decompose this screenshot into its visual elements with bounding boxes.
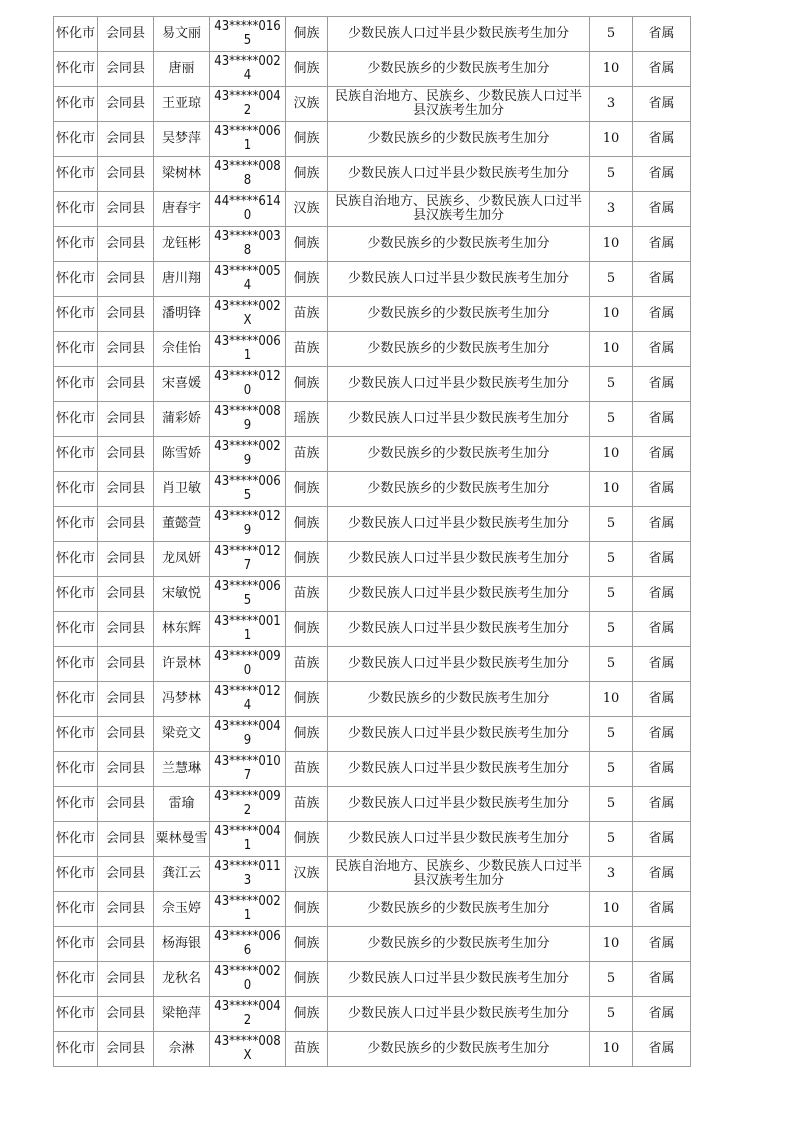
table-row — [54, 17, 691, 52]
city-cell: 怀化市 — [54, 1032, 98, 1067]
level-cell: 省属 — [633, 122, 691, 157]
bonus-basis-cell: 少数民族人口过半县少数民族考生加分 — [328, 507, 590, 542]
level-cell: 省属 — [633, 472, 691, 507]
bonus-points-cell: 10 — [590, 1032, 633, 1067]
bonus-points-cell: 10 — [590, 52, 633, 87]
level-cell: 省属 — [633, 1032, 691, 1067]
bonus-points-cell: 10 — [590, 472, 633, 507]
county-cell: 会同县 — [98, 577, 154, 612]
bonus-points-cell: 5 — [590, 367, 633, 402]
table-row — [54, 892, 691, 927]
id-number-cell: 43*****0089 — [210, 402, 286, 437]
id-number-cell: 43*****0107 — [210, 752, 286, 787]
county-cell: 会同县 — [98, 437, 154, 472]
name-cell: 龚江云 — [154, 857, 210, 892]
bonus-basis-cell: 少数民族人口过半县少数民族考生加分 — [328, 717, 590, 752]
ethnicity-cell: 侗族 — [286, 17, 328, 52]
city-cell: 怀化市 — [54, 262, 98, 297]
name-cell: 宋喜媛 — [154, 367, 210, 402]
table-row — [54, 1032, 691, 1067]
ethnicity-cell: 苗族 — [286, 787, 328, 822]
bonus-basis-cell: 少数民族人口过半县少数民族考生加分 — [328, 997, 590, 1032]
city-cell: 怀化市 — [54, 577, 98, 612]
level-cell: 省属 — [633, 507, 691, 542]
level-cell: 省属 — [633, 157, 691, 192]
county-cell: 会同县 — [98, 857, 154, 892]
ethnicity-cell: 苗族 — [286, 332, 328, 367]
city-cell: 怀化市 — [54, 997, 98, 1032]
id-number-cell: 43*****0090 — [210, 647, 286, 682]
name-cell: 梁艳萍 — [154, 997, 210, 1032]
table-row — [54, 227, 691, 262]
county-cell: 会同县 — [98, 227, 154, 262]
city-cell: 怀化市 — [54, 192, 98, 227]
id-number-cell: 43*****0041 — [210, 822, 286, 857]
table-row — [54, 332, 691, 367]
bonus-basis-cell: 少数民族乡的少数民族考生加分 — [328, 892, 590, 927]
county-cell: 会同县 — [98, 87, 154, 122]
county-cell: 会同县 — [98, 297, 154, 332]
city-cell: 怀化市 — [54, 542, 98, 577]
county-cell: 会同县 — [98, 962, 154, 997]
county-cell: 会同县 — [98, 892, 154, 927]
id-number-cell: 43*****0113 — [210, 857, 286, 892]
bonus-points-cell: 5 — [590, 997, 633, 1032]
city-cell: 怀化市 — [54, 612, 98, 647]
level-cell: 省属 — [633, 717, 691, 752]
name-cell: 董懿萱 — [154, 507, 210, 542]
level-cell: 省属 — [633, 577, 691, 612]
name-cell: 易文丽 — [154, 17, 210, 52]
table-row — [54, 262, 691, 297]
ethnicity-cell: 侗族 — [286, 892, 328, 927]
id-number-cell: 43*****0024 — [210, 52, 286, 87]
county-cell: 会同县 — [98, 157, 154, 192]
table-row — [54, 752, 691, 787]
level-cell: 省属 — [633, 87, 691, 122]
level-cell: 省属 — [633, 927, 691, 962]
bonus-basis-cell: 少数民族人口过半县少数民族考生加分 — [328, 752, 590, 787]
level-cell: 省属 — [633, 997, 691, 1032]
id-number-cell: 43*****0066 — [210, 927, 286, 962]
county-cell: 会同县 — [98, 52, 154, 87]
table-row — [54, 822, 691, 857]
table-row — [54, 997, 691, 1032]
city-cell: 怀化市 — [54, 927, 98, 962]
name-cell: 吴梦萍 — [154, 122, 210, 157]
bonus-points-cell: 5 — [590, 822, 633, 857]
ethnicity-cell: 侗族 — [286, 122, 328, 157]
name-cell: 陈雪娇 — [154, 437, 210, 472]
table-row — [54, 577, 691, 612]
table-row — [54, 122, 691, 157]
county-cell: 会同县 — [98, 997, 154, 1032]
id-number-cell: 43*****0054 — [210, 262, 286, 297]
bonus-basis-cell: 少数民族乡的少数民族考生加分 — [328, 52, 590, 87]
level-cell: 省属 — [633, 262, 691, 297]
level-cell: 省属 — [633, 892, 691, 927]
ethnicity-cell: 侗族 — [286, 157, 328, 192]
county-cell: 会同县 — [98, 717, 154, 752]
ethnicity-cell: 苗族 — [286, 647, 328, 682]
level-cell: 省属 — [633, 297, 691, 332]
city-cell: 怀化市 — [54, 507, 98, 542]
table-row — [54, 542, 691, 577]
level-cell: 省属 — [633, 367, 691, 402]
bonus-points-cell: 10 — [590, 437, 633, 472]
level-cell: 省属 — [633, 402, 691, 437]
name-cell: 龙凤妍 — [154, 542, 210, 577]
table-row — [54, 612, 691, 647]
bonus-basis-cell: 少数民族乡的少数民族考生加分 — [328, 297, 590, 332]
name-cell: 蒲彩娇 — [154, 402, 210, 437]
bonus-points-cell: 10 — [590, 332, 633, 367]
level-cell: 省属 — [633, 52, 691, 87]
table-row — [54, 402, 691, 437]
bonus-basis-cell: 少数民族乡的少数民族考生加分 — [328, 227, 590, 262]
name-cell: 兰慧琳 — [154, 752, 210, 787]
level-cell: 省属 — [633, 822, 691, 857]
level-cell: 省属 — [633, 962, 691, 997]
bonus-basis-cell: 少数民族乡的少数民族考生加分 — [328, 1032, 590, 1067]
county-cell: 会同县 — [98, 367, 154, 402]
bonus-points-cell: 10 — [590, 682, 633, 717]
ethnicity-cell: 侗族 — [286, 52, 328, 87]
name-cell: 梁竞文 — [154, 717, 210, 752]
ethnicity-cell: 苗族 — [286, 577, 328, 612]
ethnicity-cell: 侗族 — [286, 997, 328, 1032]
county-cell: 会同县 — [98, 262, 154, 297]
table-row — [54, 297, 691, 332]
city-cell: 怀化市 — [54, 857, 98, 892]
city-cell: 怀化市 — [54, 297, 98, 332]
city-cell: 怀化市 — [54, 157, 98, 192]
city-cell: 怀化市 — [54, 472, 98, 507]
city-cell: 怀化市 — [54, 962, 98, 997]
ethnicity-cell: 苗族 — [286, 437, 328, 472]
ethnicity-cell: 侗族 — [286, 472, 328, 507]
ethnicity-cell: 侗族 — [286, 962, 328, 997]
id-number-cell: 43*****0129 — [210, 507, 286, 542]
bonus-points-table — [53, 16, 691, 1067]
level-cell: 省属 — [633, 332, 691, 367]
name-cell: 冯梦林 — [154, 682, 210, 717]
name-cell: 肖卫敏 — [154, 472, 210, 507]
ethnicity-cell: 侗族 — [286, 682, 328, 717]
table-row — [54, 787, 691, 822]
id-number-cell: 43*****0127 — [210, 542, 286, 577]
bonus-points-cell: 5 — [590, 507, 633, 542]
bonus-points-cell: 10 — [590, 892, 633, 927]
table-row — [54, 927, 691, 962]
table-row — [54, 367, 691, 402]
table-row — [54, 52, 691, 87]
county-cell: 会同县 — [98, 192, 154, 227]
name-cell: 龙秋名 — [154, 962, 210, 997]
ethnicity-cell: 侗族 — [286, 367, 328, 402]
county-cell: 会同县 — [98, 507, 154, 542]
level-cell: 省属 — [633, 857, 691, 892]
level-cell: 省属 — [633, 227, 691, 262]
city-cell: 怀化市 — [54, 402, 98, 437]
name-cell: 唐丽 — [154, 52, 210, 87]
county-cell: 会同县 — [98, 787, 154, 822]
bonus-basis-cell: 民族自治地方、民族乡、少数民族人口过半县汉族考生加分 — [328, 857, 590, 892]
name-cell: 龙钰彬 — [154, 227, 210, 262]
city-cell: 怀化市 — [54, 87, 98, 122]
table-row — [54, 682, 691, 717]
name-cell: 许景林 — [154, 647, 210, 682]
name-cell: 潘明锋 — [154, 297, 210, 332]
bonus-basis-cell: 少数民族人口过半县少数民族考生加分 — [328, 577, 590, 612]
id-number-cell: 43*****0088 — [210, 157, 286, 192]
id-number-cell: 43*****002X — [210, 297, 286, 332]
table-row — [54, 437, 691, 472]
bonus-points-cell: 3 — [590, 87, 633, 122]
county-cell: 会同县 — [98, 122, 154, 157]
id-number-cell: 43*****0065 — [210, 577, 286, 612]
table-row — [54, 647, 691, 682]
city-cell: 怀化市 — [54, 682, 98, 717]
county-cell: 会同县 — [98, 647, 154, 682]
name-cell: 唐川翔 — [154, 262, 210, 297]
ethnicity-cell: 侗族 — [286, 927, 328, 962]
id-number-cell: 43*****008X — [210, 1032, 286, 1067]
bonus-basis-cell: 少数民族人口过半县少数民族考生加分 — [328, 787, 590, 822]
table-row — [54, 507, 691, 542]
bonus-basis-cell: 少数民族人口过半县少数民族考生加分 — [328, 612, 590, 647]
name-cell: 林东辉 — [154, 612, 210, 647]
city-cell: 怀化市 — [54, 717, 98, 752]
name-cell: 粟林曼雪 — [154, 822, 210, 857]
table-row — [54, 157, 691, 192]
id-number-cell: 43*****0092 — [210, 787, 286, 822]
id-number-cell: 43*****0011 — [210, 612, 286, 647]
city-cell: 怀化市 — [54, 647, 98, 682]
city-cell: 怀化市 — [54, 892, 98, 927]
bonus-basis-cell: 少数民族乡的少数民族考生加分 — [328, 682, 590, 717]
name-cell: 王亚琼 — [154, 87, 210, 122]
city-cell: 怀化市 — [54, 367, 98, 402]
bonus-basis-cell: 少数民族乡的少数民族考生加分 — [328, 927, 590, 962]
city-cell: 怀化市 — [54, 122, 98, 157]
bonus-points-cell: 5 — [590, 647, 633, 682]
id-number-cell: 43*****0065 — [210, 472, 286, 507]
ethnicity-cell: 汉族 — [286, 857, 328, 892]
bonus-basis-cell: 少数民族人口过半县少数民族考生加分 — [328, 402, 590, 437]
ethnicity-cell: 侗族 — [286, 717, 328, 752]
city-cell: 怀化市 — [54, 332, 98, 367]
bonus-basis-cell: 少数民族人口过半县少数民族考生加分 — [328, 367, 590, 402]
id-number-cell: 43*****0021 — [210, 892, 286, 927]
county-cell: 会同县 — [98, 402, 154, 437]
city-cell: 怀化市 — [54, 227, 98, 262]
city-cell: 怀化市 — [54, 437, 98, 472]
name-cell: 杨海银 — [154, 927, 210, 962]
bonus-points-cell: 5 — [590, 612, 633, 647]
city-cell: 怀化市 — [54, 52, 98, 87]
county-cell: 会同县 — [98, 472, 154, 507]
ethnicity-cell: 侗族 — [286, 507, 328, 542]
level-cell: 省属 — [633, 787, 691, 822]
city-cell: 怀化市 — [54, 822, 98, 857]
ethnicity-cell: 汉族 — [286, 87, 328, 122]
bonus-points-cell: 5 — [590, 402, 633, 437]
bonus-basis-cell: 少数民族人口过半县少数民族考生加分 — [328, 157, 590, 192]
ethnicity-cell: 侗族 — [286, 542, 328, 577]
county-cell: 会同县 — [98, 752, 154, 787]
level-cell: 省属 — [633, 192, 691, 227]
county-cell: 会同县 — [98, 822, 154, 857]
name-cell: 宋敏悦 — [154, 577, 210, 612]
county-cell: 会同县 — [98, 612, 154, 647]
id-number-cell: 44*****6140 — [210, 192, 286, 227]
level-cell: 省属 — [633, 17, 691, 52]
city-cell: 怀化市 — [54, 787, 98, 822]
county-cell: 会同县 — [98, 542, 154, 577]
level-cell: 省属 — [633, 752, 691, 787]
ethnicity-cell: 汉族 — [286, 192, 328, 227]
bonus-basis-cell: 少数民族人口过半县少数民族考生加分 — [328, 962, 590, 997]
id-number-cell: 43*****0029 — [210, 437, 286, 472]
bonus-basis-cell: 少数民族乡的少数民族考生加分 — [328, 472, 590, 507]
id-number-cell: 43*****0020 — [210, 962, 286, 997]
level-cell: 省属 — [633, 647, 691, 682]
id-number-cell: 43*****0061 — [210, 122, 286, 157]
county-cell: 会同县 — [98, 1032, 154, 1067]
bonus-basis-cell: 少数民族人口过半县少数民族考生加分 — [328, 822, 590, 857]
ethnicity-cell: 侗族 — [286, 612, 328, 647]
table-body — [54, 17, 691, 1067]
bonus-basis-cell: 民族自治地方、民族乡、少数民族人口过半县汉族考生加分 — [328, 87, 590, 122]
bonus-points-cell: 10 — [590, 122, 633, 157]
table-row — [54, 87, 691, 122]
level-cell: 省属 — [633, 437, 691, 472]
level-cell: 省属 — [633, 682, 691, 717]
bonus-points-cell: 5 — [590, 262, 633, 297]
city-cell: 怀化市 — [54, 17, 98, 52]
name-cell: 唐春宇 — [154, 192, 210, 227]
bonus-points-cell: 3 — [590, 192, 633, 227]
ethnicity-cell: 苗族 — [286, 1032, 328, 1067]
table-row — [54, 857, 691, 892]
county-cell: 会同县 — [98, 927, 154, 962]
bonus-points-cell: 3 — [590, 857, 633, 892]
id-number-cell: 43*****0042 — [210, 997, 286, 1032]
bonus-basis-cell: 少数民族乡的少数民族考生加分 — [328, 437, 590, 472]
id-number-cell: 43*****0120 — [210, 367, 286, 402]
county-cell: 会同县 — [98, 17, 154, 52]
county-cell: 会同县 — [98, 332, 154, 367]
ethnicity-cell: 侗族 — [286, 262, 328, 297]
bonus-points-cell: 10 — [590, 227, 633, 262]
bonus-basis-cell: 少数民族人口过半县少数民族考生加分 — [328, 262, 590, 297]
id-number-cell: 43*****0042 — [210, 87, 286, 122]
bonus-basis-cell: 少数民族人口过半县少数民族考生加分 — [328, 647, 590, 682]
bonus-points-cell: 5 — [590, 752, 633, 787]
bonus-points-cell: 5 — [590, 787, 633, 822]
bonus-basis-cell: 少数民族乡的少数民族考生加分 — [328, 332, 590, 367]
bonus-points-cell: 5 — [590, 577, 633, 612]
id-number-cell: 43*****0038 — [210, 227, 286, 262]
level-cell: 省属 — [633, 612, 691, 647]
ethnicity-cell: 苗族 — [286, 752, 328, 787]
name-cell: 梁树林 — [154, 157, 210, 192]
name-cell: 佘淋 — [154, 1032, 210, 1067]
name-cell: 佘玉婷 — [154, 892, 210, 927]
bonus-points-cell: 10 — [590, 297, 633, 332]
table-row — [54, 192, 691, 227]
id-number-cell: 43*****0124 — [210, 682, 286, 717]
county-cell: 会同县 — [98, 682, 154, 717]
bonus-points-cell: 5 — [590, 542, 633, 577]
ethnicity-cell: 瑶族 — [286, 402, 328, 437]
ethnicity-cell: 侗族 — [286, 822, 328, 857]
bonus-points-cell: 10 — [590, 927, 633, 962]
bonus-basis-cell: 民族自治地方、民族乡、少数民族人口过半县汉族考生加分 — [328, 192, 590, 227]
name-cell: 佘佳怡 — [154, 332, 210, 367]
bonus-points-cell: 5 — [590, 962, 633, 997]
table-row — [54, 717, 691, 752]
bonus-points-cell: 5 — [590, 717, 633, 752]
table-row — [54, 472, 691, 507]
bonus-points-cell: 5 — [590, 157, 633, 192]
ethnicity-cell: 苗族 — [286, 297, 328, 332]
bonus-basis-cell: 少数民族人口过半县少数民族考生加分 — [328, 542, 590, 577]
level-cell: 省属 — [633, 542, 691, 577]
name-cell: 雷瑜 — [154, 787, 210, 822]
city-cell: 怀化市 — [54, 752, 98, 787]
bonus-basis-cell: 少数民族人口过半县少数民族考生加分 — [328, 17, 590, 52]
bonus-points-cell: 5 — [590, 17, 633, 52]
bonus-basis-cell: 少数民族乡的少数民族考生加分 — [328, 122, 590, 157]
id-number-cell: 43*****0165 — [210, 17, 286, 52]
table-row — [54, 962, 691, 997]
id-number-cell: 43*****0061 — [210, 332, 286, 367]
id-number-cell: 43*****0049 — [210, 717, 286, 752]
ethnicity-cell: 侗族 — [286, 227, 328, 262]
